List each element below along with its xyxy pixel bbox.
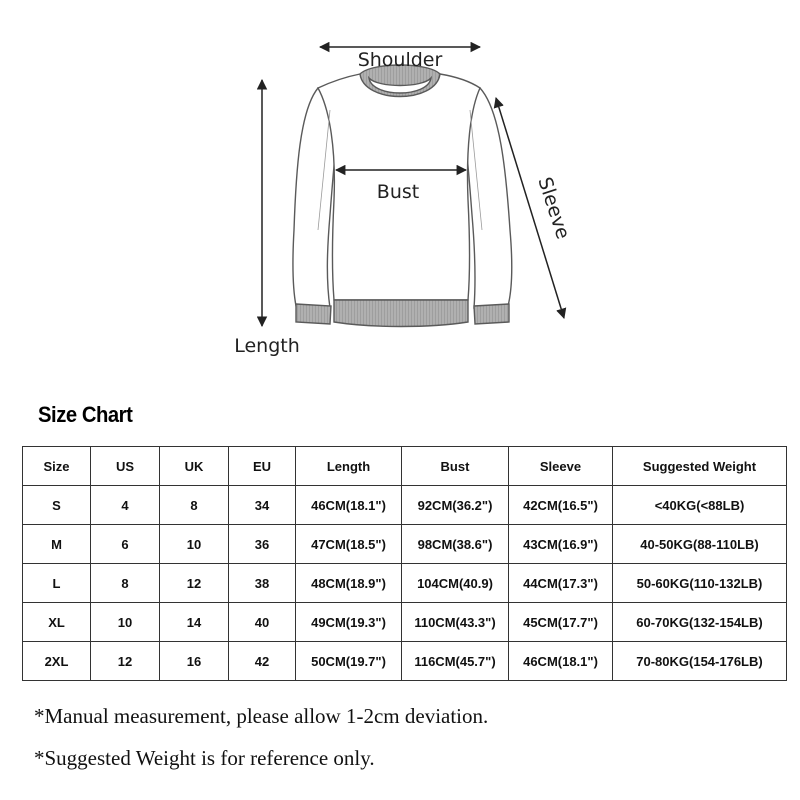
cell-uk: 16 [160, 642, 229, 681]
size-chart-table [22, 446, 787, 681]
cell-sleeve: 42CM(16.5") [509, 486, 613, 525]
cell-us: 8 [91, 564, 160, 603]
header-sleeve: Sleeve [509, 447, 613, 486]
measurement-note: *Manual measurement, please allow 1-2cm deviation. [34, 704, 489, 728]
cell-length: 46CM(18.1") [296, 486, 402, 525]
cell-eu: 42 [229, 642, 296, 681]
sleeve-label: Sleeve [533, 174, 575, 242]
cell-weight: 40-50KG(88-110LB) [613, 525, 787, 564]
cell-uk: 12 [160, 564, 229, 603]
cell-weight: 70-80KG(154-176LB) [613, 642, 787, 681]
cell-size: M [23, 525, 91, 564]
cell-sleeve: 45CM(17.7") [509, 603, 613, 642]
cell-length: 47CM(18.5") [296, 525, 402, 564]
table-header-row [23, 447, 787, 486]
header-size: Size [23, 447, 91, 486]
cell-sleeve: 46CM(18.1") [509, 642, 613, 681]
cell-size: XL [23, 603, 91, 642]
shoulder-label: Shoulder [357, 49, 443, 71]
cell-size: 2XL [23, 642, 91, 681]
table-row [23, 486, 787, 525]
header-bust: Bust [402, 447, 509, 486]
cell-us: 4 [91, 486, 160, 525]
cell-size: S [23, 486, 91, 525]
cell-uk: 8 [160, 486, 229, 525]
cell-bust: 104CM(40.9) [402, 564, 509, 603]
header-uk: UK [160, 447, 229, 486]
cell-weight: <40KG(<88LB) [613, 486, 787, 525]
length-label: Length [234, 335, 300, 357]
size-chart-title: Size Chart [38, 402, 133, 427]
cell-uk: 14 [160, 603, 229, 642]
weight-note: *Suggested Weight is for reference only. [34, 746, 375, 770]
cell-sleeve: 44CM(17.3") [509, 564, 613, 603]
cell-bust: 110CM(43.3") [402, 603, 509, 642]
cell-sleeve: 43CM(16.9") [509, 525, 613, 564]
bust-label: Bust [376, 181, 420, 203]
table-row [23, 603, 787, 642]
cell-length: 48CM(18.9") [296, 564, 402, 603]
cell-eu: 36 [229, 525, 296, 564]
header-length: Length [296, 447, 402, 486]
table-row [23, 564, 787, 603]
cell-size: L [23, 564, 91, 603]
cell-length: 49CM(19.3") [296, 603, 402, 642]
sweatshirt-measurement-diagram [0, 0, 800, 380]
cell-us: 10 [91, 603, 160, 642]
cell-bust: 92CM(36.2") [402, 486, 509, 525]
cell-eu: 40 [229, 603, 296, 642]
cell-weight: 50-60KG(110-132LB) [613, 564, 787, 603]
cell-eu: 38 [229, 564, 296, 603]
cell-eu: 34 [229, 486, 296, 525]
cell-bust: 98CM(38.6") [402, 525, 509, 564]
cell-us: 12 [91, 642, 160, 681]
cell-weight: 60-70KG(132-154LB) [613, 603, 787, 642]
cell-length: 50CM(19.7") [296, 642, 402, 681]
cell-bust: 116CM(45.7") [402, 642, 509, 681]
cell-uk: 10 [160, 525, 229, 564]
cell-us: 6 [91, 525, 160, 564]
header-us: US [91, 447, 160, 486]
header-suggested-weight: Suggested Weight [613, 447, 787, 486]
table-row [23, 642, 787, 681]
table-row [23, 525, 787, 564]
header-eu: EU [229, 447, 296, 486]
